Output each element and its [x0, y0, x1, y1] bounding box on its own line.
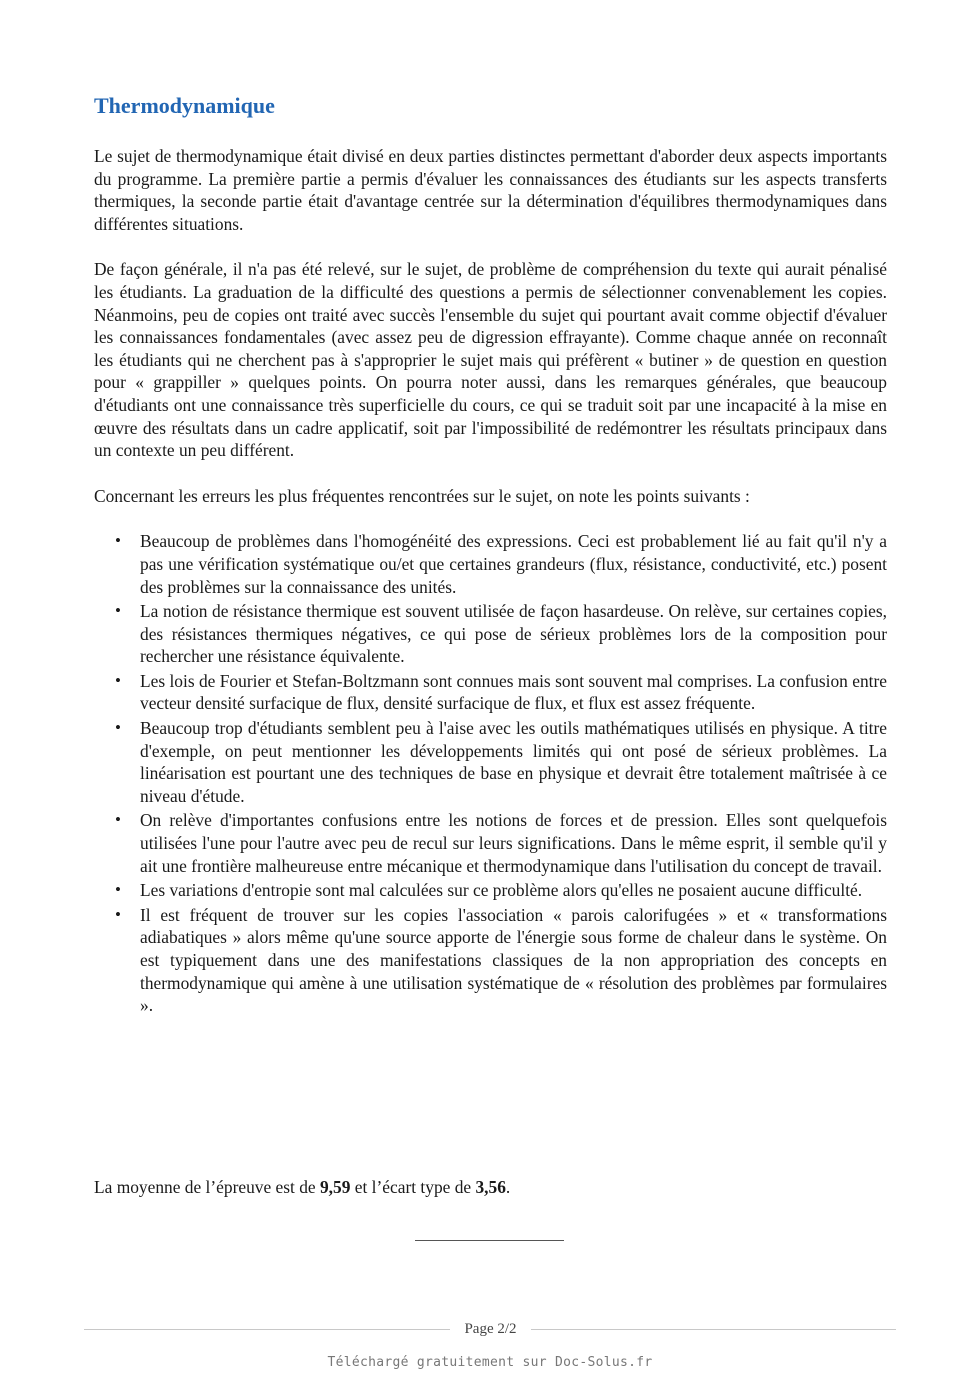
- mean-value: 9,59: [319, 1177, 351, 1197]
- bullet-icon: •: [115, 718, 121, 738]
- statistics-middle: et l’écart type de: [350, 1177, 476, 1197]
- list-item: [115, 904, 887, 1017]
- list-item: [115, 600, 887, 668]
- footer-rule-left: [84, 1329, 450, 1330]
- paragraph-errors-intro: Concernant les erreurs les plus fréquentes rencontrées sur le sujet, on note les points suivants :: [94, 485, 750, 506]
- list-item: [115, 717, 887, 807]
- list-item: [115, 809, 887, 877]
- footer-rule-right: [531, 1329, 896, 1330]
- exam-statistics: [94, 1176, 887, 1198]
- bullet-icon: •: [115, 531, 121, 551]
- statistics-suffix: .: [505, 1177, 511, 1197]
- page-number: Page 2/2: [464, 1321, 517, 1337]
- statistics-prefix: La moyenne de l’épreuve est de: [94, 1177, 320, 1197]
- bullet-icon: •: [115, 810, 121, 830]
- list-item: [115, 530, 887, 598]
- std-value: 3,56: [475, 1177, 506, 1197]
- paragraph-general-remarks: De façon générale, il n'a pas été relevé, sur le sujet, de problème de compréhension du texte qui aurait pénalisé les étudiants. La graduation de la difficulté des questions a permis de sélectionner convenablement les copies. Néanmoins, peu de copies ont traité avec succès l'ensemble du sujet qui pourtant avait comme objectif d'évaluer les connaissances fondamentales (avec assez peu de digression effrayante). Comme chaque année on reconnaît les étudiants qui ne cherchent pas à s'approprier le sujet mais qui préfèrent « butiner » de question en question pour « grappiller » quelques points. On pourra noter aussi, dans les remarques générales, que beaucoup d'étudiants ont une connaissance très superficielle du cours, ce qui se traduit soit par une incapacité à la mise en œuvre des résultats dans un cadre applicatif, soit par l'impossibilité de redémontrer les résultats principaux dans un contexte un peu différent.: [94, 259, 887, 461]
- list-item-text: On relève d'importantes confusions entre les notions de forces et de pression. Elles sont quelquefois utilisées l'une pour l'autre avec peu de recul sur leurs significations. Dans le même esprit, il semble qu'il y ait une frontière malheureuse entre mécanique et thermodynamique dans l'utilisation du concept de travail.: [140, 810, 887, 876]
- list-item: [115, 670, 887, 715]
- list-item-text: Beaucoup trop d'étudiants semblent peu à l'aise avec les outils mathématiques utilisés en physique. A titre d'exemple, on peut mentionner les développements limités qui ont posé de sérieux problèmes. La linéarisation est pourtant une des techniques de base en physique et devrait être totalement maîtrisée à ce niveau d'étude.: [140, 718, 887, 806]
- bullet-icon: •: [115, 601, 121, 621]
- list-item-text: Il est fréquent de trouver sur les copies l'association « parois calorifugées » et « transformations adiabatiques » alors même qu'une source apporte de l'énergie sous forme de chaleur dans le système. On est typiquement dans une des manifestations classiques de la non appropriation des concepts en thermodynamique qui amène à une utilisation systématique de « résolution des problèmes par formulaires ».: [140, 904, 887, 1016]
- list-item-text: Beaucoup de problèmes dans l'homogénéité des expressions. Ceci est probablement lié au fait qu'il n'y a pas une vérification systématique ou/et que certaines grandeurs (flux, résistance, conductivité, etc.) posent des problèmes sur la connaissance des unités.: [140, 531, 887, 597]
- list-item-text: La notion de résistance thermique est souvent utilisée de façon hasardeuse. On relève, sur certaines copies, des résistances thermiques négatives, ce qui pose de sérieux problèmes lors de la composition pour rechercher une résistance équivalente.: [140, 601, 887, 667]
- paragraph-intro: Le sujet de thermodynamique était divisé en deux parties distinctes permettant d'aborder deux aspects importants du programme. La première partie a permis d'évaluer les connaissances des étudiants sur les aspects transferts thermiques, la seconde partie était d'avantage centrée sur la détermination d'équilibres thermodynamiques dans différentes situations.: [94, 146, 887, 234]
- list-item-text: Les lois de Fourier et Stefan-Boltzmann sont connues mais sont souvent mal comprises. La confusion entre vecteur densité surfacique de flux, densité surfacique de flux, et flux est assez fréquente.: [140, 670, 887, 714]
- download-notice: Téléchargé gratuitement sur Doc-Solus.fr: [327, 1355, 653, 1370]
- document-body: [94, 92, 887, 1019]
- section-title: Thermodynamique: [94, 93, 275, 118]
- bullet-icon: •: [115, 880, 121, 900]
- bullet-icon: •: [115, 670, 121, 690]
- end-separator: [415, 1240, 564, 1241]
- errors-list: [94, 530, 887, 1016]
- list-item: [115, 879, 887, 902]
- list-item-text: Les variations d'entropie sont mal calculées sur ce problème alors qu'elles ne posaient aucune difficulté.: [140, 880, 863, 901]
- bullet-icon: •: [115, 904, 121, 924]
